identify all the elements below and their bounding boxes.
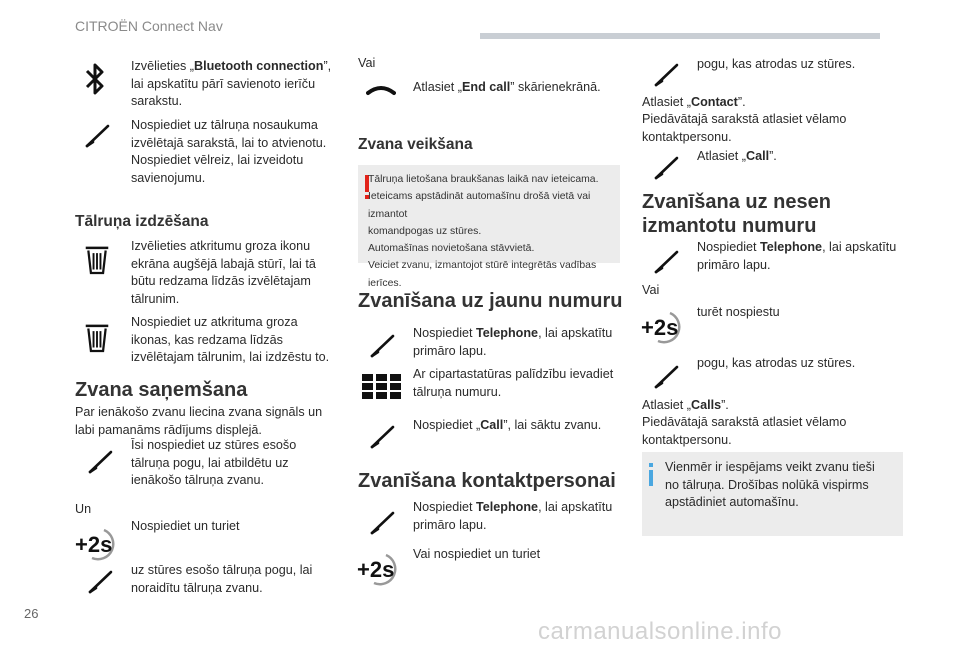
bluetooth-icon (84, 62, 106, 96)
or-text: Vai (358, 56, 376, 70)
steering-button-text-2: pogu, kas atrodas uz stūres. (697, 356, 856, 370)
warning-note (358, 165, 620, 289)
tap-icon (652, 153, 682, 183)
tap-icon (652, 60, 682, 90)
receive-call-intro: Par ienākošo zvanu liecina zvana signāls un labi pamanāms rādījums displejā. (75, 405, 323, 437)
watermark: carmanualsonline.info (538, 618, 782, 645)
tap-icon (83, 121, 113, 151)
end-call-icon (366, 82, 396, 98)
reject-instruction: uz stūres esošo tālruņa pogu, lai noraidītu tālruņa zvanu. (131, 563, 313, 595)
hold-2s-icon (640, 310, 686, 344)
select-calls-instruction: Atlasiet „Calls”. (642, 398, 729, 412)
select-call-instruction: Atlasiet „Call”. (697, 149, 777, 163)
page-number: 26 (24, 606, 39, 621)
info-icon (649, 463, 653, 467)
info-text: Vienmēr ir iespējams veikt zvanu tieši no tālruņa. Drošības nolūkā vispirms apstādiniet automašīnu. (665, 460, 875, 509)
header-rule (480, 33, 880, 39)
contact-list-instruction: Piedāvātajā sarakstā atlasiet vēlamo kontaktpersonu. (642, 112, 847, 144)
contact-step-1: Nospiediet Telephone, lai apskatītu primāro lapu. (413, 500, 613, 532)
hold-2s-icon (356, 552, 402, 586)
receive-call-heading: Zvana saņemšana (75, 379, 248, 401)
header-title: CITROËN Connect Nav (75, 18, 223, 34)
contact-call-heading: Zvanīšana kontaktpersonai (358, 470, 616, 492)
trash-instruction-1: Izvēlieties atkritumu groza ikonu ekrāna augšējā labajā stūrī, lai tā būtu redzama līdzās izvēlētajam tālrunim. (131, 239, 316, 306)
keypad-instruction: Ar cipartastatūras palīdzību ievadiet tālruņa numuru. (413, 367, 614, 399)
contact-step-2: Vai nospiediet un turiet (413, 547, 541, 561)
tap-icon (86, 447, 116, 477)
tap-icon (652, 362, 682, 392)
making-call-heading: Zvana veikšana (358, 136, 473, 153)
trash-icon (84, 322, 110, 354)
trash-icon (84, 244, 110, 276)
short-press-instruction: Īsi nospiediet uz stūres esošo tālruņa pogu, lai atbildētu uz ienākošo tālruņa zvanu. (131, 438, 297, 487)
calls-list-instruction: Piedāvātajā sarakstā atlasiet vēlamo kontaktpersonu. (642, 415, 847, 447)
hold-2s-icon (74, 527, 120, 561)
recent-step-1: Nospiediet Telephone, lai apskatītu primāro lapu. (697, 240, 897, 272)
tap-icon (652, 247, 682, 277)
delete-phone-heading: Tālruņa izdzēšana (75, 213, 209, 230)
select-contact-instruction: Atlasiet „Contact”. (642, 95, 746, 109)
hold-instruction: Nospiediet un turiet (131, 519, 240, 533)
warning-text: Tālruņa lietošana braukšanas laikā nav ieteicama. Ieteicams apstādināt automašīnu drošā vietā vai izmantot komandpogas uz stūres. Automašīnas novietošana stāvvietā. Veiciet zvanu, izmantojot stūrē integrētās vadības ierīces. (368, 174, 599, 289)
or-text: Vai (642, 283, 660, 297)
hold-instruction: turēt nospiestu (697, 305, 780, 319)
call-instruction: Nospiediet „Call”, lai sāktu zvanu. (413, 418, 602, 432)
tap-icon (368, 331, 398, 361)
end-call-instruction: Atlasiet „End call” skārienekrānā. (413, 80, 601, 94)
new-number-step-1: Nospiediet Telephone, lai apskatītu primāro lapu. (413, 326, 613, 358)
steering-button-text: pogu, kas atrodas uz stūres. (697, 57, 856, 71)
new-number-heading: Zvanīšana uz jaunu numuru (358, 290, 623, 312)
trash-instruction-2: Nospiediet uz atkrituma groza ikonas, kas redzama līdzās izvēlētajam tālrunim, lai izdzēstu to. (131, 315, 330, 364)
press-name-instruction: Nospiediet uz tālruņa nosaukuma izvēlētajā sarakstā, lai to atvienotu. Nospiediet vēlreiz, lai izveidotu savienojumu. (131, 118, 327, 185)
tap-icon (368, 422, 398, 452)
recent-number-heading: Zvanīšana uz nesen izmantotu numuru (642, 191, 831, 237)
keypad-icon (362, 374, 402, 400)
info-note (642, 452, 903, 536)
bluetooth-instruction: Izvēlieties „Bluetooth connection”, lai apskatītu pārī savienoto ierīču sarakstu. (131, 59, 332, 108)
and-text: Un (75, 502, 92, 516)
tap-icon (86, 567, 116, 597)
tap-icon (368, 508, 398, 538)
